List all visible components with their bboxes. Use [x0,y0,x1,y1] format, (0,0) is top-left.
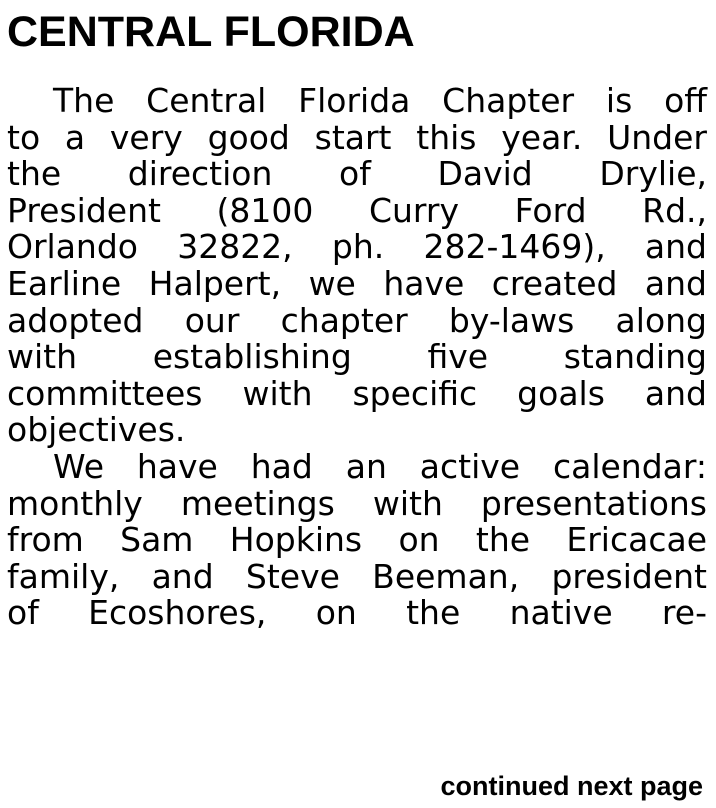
body-line: adopted our chapter by-laws along [7,300,707,340]
article-page [7,0,707,808]
body-line: The Central Florida Chapter is off [53,81,707,120]
article-body [7,83,707,632]
article-heading: CENTRAL FLORIDA [7,8,415,56]
body-line: We have had an active calendar: [53,446,707,486]
body-line: committees with specific goals and [7,373,707,413]
body-line: monthly meetings with presentations [7,483,707,523]
body-line: of Ecoshores, on the native re- [7,593,707,633]
body-line: objectives. [7,410,186,450]
body-line: President (8100 Curry Ford Rd., [7,190,707,230]
body-line: the direction of David Drylie, [7,154,707,194]
body-line: from Sam Hopkins on the Ericacae [7,520,707,560]
body-line: to a very good start this year. Under [7,117,707,157]
body-line: Orlando 32822, ph. 282-1469), and [7,227,707,267]
body-line: Earline Halpert, we have created and [7,263,707,303]
body-line: with establishing five standing [7,337,707,377]
body-line: family, and Steve Beeman, president [7,556,707,596]
continued-note: continued next page [440,771,703,801]
